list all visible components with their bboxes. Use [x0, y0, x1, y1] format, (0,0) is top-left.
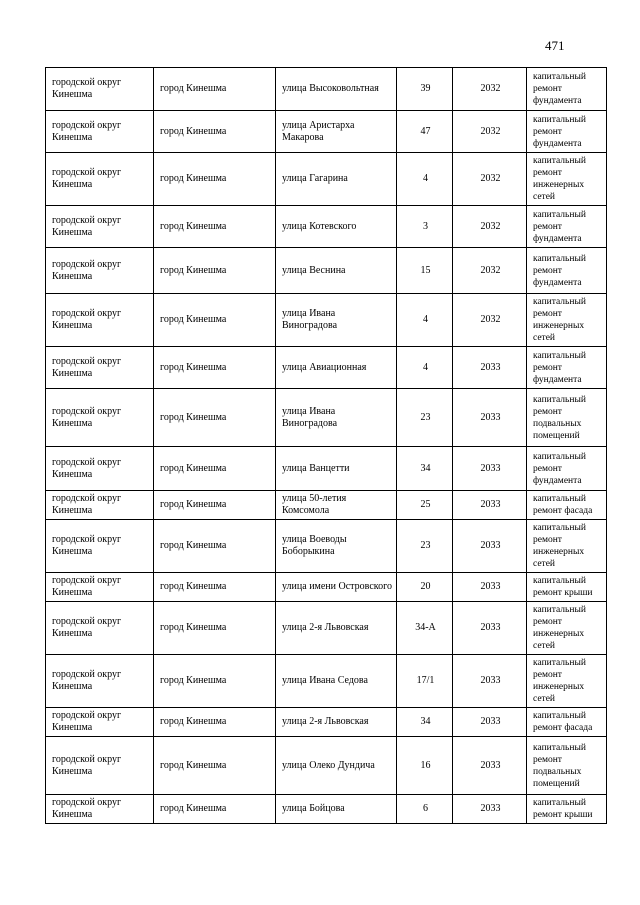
cell-work-type: капитальный ремонт фундамента: [527, 447, 607, 491]
cell-street: улица Ивана Виноградова: [276, 389, 397, 447]
cell-settlement: город Кинешма: [154, 708, 276, 737]
cell-year: 2032: [453, 206, 527, 248]
cell-year: 2032: [453, 68, 527, 111]
cell-work-type: капитальный ремонт инженерных сетей: [527, 294, 607, 347]
cell-settlement: город Кинешма: [154, 602, 276, 655]
cell-municipality: городской округ Кинешма: [46, 491, 154, 520]
cell-street: улица Олеко Дундича: [276, 737, 397, 795]
cell-year: 2032: [453, 248, 527, 294]
cell-house-number: 17/1: [397, 655, 453, 708]
table-row: [46, 491, 607, 520]
cell-settlement: город Кинешма: [154, 389, 276, 447]
cell-year: 2032: [453, 153, 527, 206]
cell-settlement: город Кинешма: [154, 111, 276, 153]
cell-municipality: городской округ Кинешма: [46, 737, 154, 795]
cell-house-number: 34: [397, 447, 453, 491]
cell-work-type: капитальный ремонт подвальных помещений: [527, 389, 607, 447]
cell-settlement: город Кинешма: [154, 347, 276, 389]
table-row: [46, 447, 607, 491]
cell-year: 2032: [453, 294, 527, 347]
cell-municipality: городской округ Кинешма: [46, 111, 154, 153]
table-row: [46, 347, 607, 389]
cell-street: улица Высоковольтная: [276, 68, 397, 111]
cell-settlement: город Кинешма: [154, 573, 276, 602]
cell-house-number: 34: [397, 708, 453, 737]
cell-year: 2033: [453, 389, 527, 447]
table-row: [46, 68, 607, 111]
cell-work-type: капитальный ремонт инженерных сетей: [527, 520, 607, 573]
cell-street: улица 50-летия Комсомола: [276, 491, 397, 520]
cell-work-type: капитальный ремонт крыши: [527, 795, 607, 824]
cell-street: улица имени Островского: [276, 573, 397, 602]
cell-work-type: капитальный ремонт инженерных сетей: [527, 655, 607, 708]
cell-work-type: капитальный ремонт фундамента: [527, 68, 607, 111]
cell-municipality: городской округ Кинешма: [46, 248, 154, 294]
cell-work-type: капитальный ремонт подвальных помещений: [527, 737, 607, 795]
cell-municipality: городской округ Кинешма: [46, 573, 154, 602]
cell-street: улица Воеводы Боборыкина: [276, 520, 397, 573]
cell-municipality: городской округ Кинешма: [46, 520, 154, 573]
cell-settlement: город Кинешма: [154, 795, 276, 824]
cell-municipality: городской округ Кинешма: [46, 708, 154, 737]
cell-street: улица Ивана Седова: [276, 655, 397, 708]
cell-settlement: город Кинешма: [154, 447, 276, 491]
cell-street: улица Авиационная: [276, 347, 397, 389]
cell-house-number: 34-А: [397, 602, 453, 655]
cell-street: улица Веснина: [276, 248, 397, 294]
cell-settlement: город Кинешма: [154, 68, 276, 111]
table-row: [46, 655, 607, 708]
cell-work-type: капитальный ремонт фундамента: [527, 206, 607, 248]
table-row: [46, 708, 607, 737]
cell-street: улица Гагарина: [276, 153, 397, 206]
table-row: [46, 602, 607, 655]
cell-year: 2033: [453, 447, 527, 491]
cell-settlement: город Кинешма: [154, 737, 276, 795]
cell-work-type: капитальный ремонт фундамента: [527, 347, 607, 389]
cell-house-number: 20: [397, 573, 453, 602]
cell-house-number: 23: [397, 389, 453, 447]
cell-settlement: город Кинешма: [154, 294, 276, 347]
cell-year: 2033: [453, 347, 527, 389]
cell-year: 2033: [453, 602, 527, 655]
table-row: [46, 389, 607, 447]
cell-house-number: 16: [397, 737, 453, 795]
cell-settlement: город Кинешма: [154, 520, 276, 573]
cell-house-number: 4: [397, 347, 453, 389]
repair-schedule-table: [45, 67, 607, 824]
table-row: [46, 520, 607, 573]
cell-year: 2033: [453, 795, 527, 824]
cell-work-type: капитальный ремонт фундамента: [527, 111, 607, 153]
cell-municipality: городской округ Кинешма: [46, 795, 154, 824]
cell-year: 2033: [453, 655, 527, 708]
cell-work-type: капитальный ремонт инженерных сетей: [527, 153, 607, 206]
cell-street: улица Бойцова: [276, 795, 397, 824]
cell-year: 2032: [453, 111, 527, 153]
cell-year: 2033: [453, 737, 527, 795]
cell-work-type: капитальный ремонт фундамента: [527, 248, 607, 294]
cell-year: 2033: [453, 708, 527, 737]
cell-municipality: городской округ Кинешма: [46, 347, 154, 389]
cell-municipality: городской округ Кинешма: [46, 153, 154, 206]
cell-municipality: городской округ Кинешма: [46, 602, 154, 655]
table-row: [46, 737, 607, 795]
cell-street: улица Ивана Виноградова: [276, 294, 397, 347]
cell-house-number: 47: [397, 111, 453, 153]
cell-street: улица Котевского: [276, 206, 397, 248]
cell-street: улица 2-я Львовская: [276, 602, 397, 655]
cell-work-type: капитальный ремонт фасада: [527, 491, 607, 520]
cell-settlement: город Кинешма: [154, 655, 276, 708]
cell-year: 2033: [453, 520, 527, 573]
cell-house-number: 4: [397, 294, 453, 347]
cell-municipality: городской округ Кинешма: [46, 68, 154, 111]
cell-settlement: город Кинешма: [154, 491, 276, 520]
cell-municipality: городской округ Кинешма: [46, 655, 154, 708]
table-body: [46, 68, 607, 824]
cell-municipality: городской округ Кинешма: [46, 206, 154, 248]
cell-house-number: 25: [397, 491, 453, 520]
cell-work-type: капитальный ремонт фасада: [527, 708, 607, 737]
cell-house-number: 4: [397, 153, 453, 206]
cell-work-type: капитальный ремонт инженерных сетей: [527, 602, 607, 655]
cell-house-number: 15: [397, 248, 453, 294]
cell-municipality: городской округ Кинешма: [46, 389, 154, 447]
cell-house-number: 3: [397, 206, 453, 248]
cell-house-number: 23: [397, 520, 453, 573]
table-row: [46, 294, 607, 347]
table-row: [46, 206, 607, 248]
cell-street: улица Аристарха Макарова: [276, 111, 397, 153]
page-number: 471: [545, 38, 565, 53]
table-row: [46, 111, 607, 153]
cell-year: 2033: [453, 573, 527, 602]
table-row: [46, 795, 607, 824]
cell-street: улица 2-я Львовская: [276, 708, 397, 737]
cell-settlement: город Кинешма: [154, 248, 276, 294]
cell-work-type: капитальный ремонт крыши: [527, 573, 607, 602]
table-row: [46, 153, 607, 206]
cell-house-number: 6: [397, 795, 453, 824]
cell-street: улица Ванцетти: [276, 447, 397, 491]
cell-year: 2033: [453, 491, 527, 520]
cell-settlement: город Кинешма: [154, 153, 276, 206]
cell-house-number: 39: [397, 68, 453, 111]
cell-municipality: городской округ Кинешма: [46, 447, 154, 491]
cell-settlement: город Кинешма: [154, 206, 276, 248]
table-row: [46, 248, 607, 294]
table-row: [46, 573, 607, 602]
cell-municipality: городской округ Кинешма: [46, 294, 154, 347]
